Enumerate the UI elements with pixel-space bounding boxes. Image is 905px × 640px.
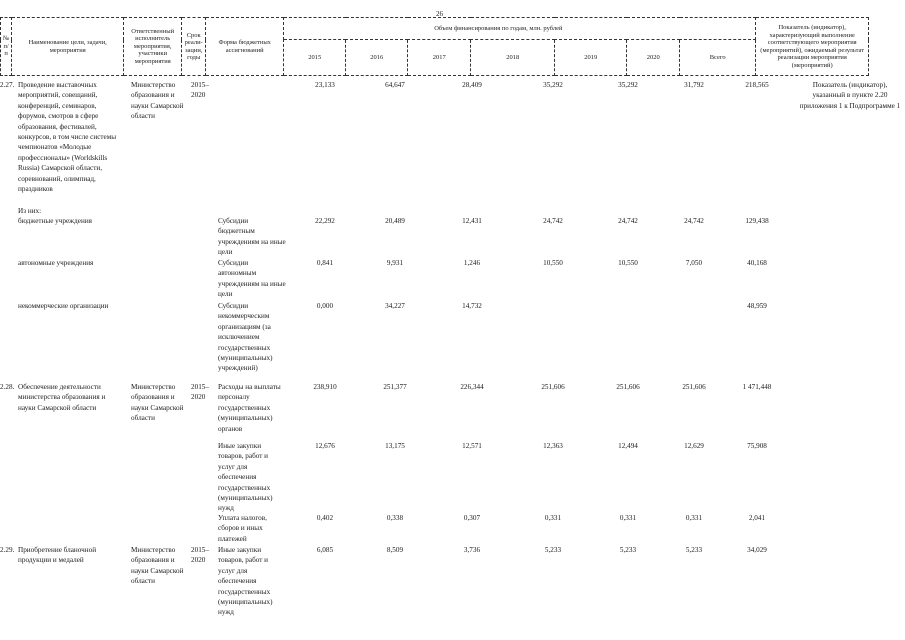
value-2020: 7,050 xyxy=(685,259,703,267)
value-total: 48,959 xyxy=(747,302,767,310)
value-2016: 20,489 xyxy=(385,217,405,225)
value-2020: 24,742 xyxy=(684,217,704,225)
header-name: Наименование цели, задачи, мероприятия xyxy=(12,18,124,76)
row-form: Иные закупки товаров, работ и услуг для обеспечения государственных (муниципальных) нужд xyxy=(218,546,273,617)
value-2016: 9,931 xyxy=(386,259,404,267)
row-form: Уплата налогов, сборов и иных платежей xyxy=(218,514,267,543)
value-2017: 12,431 xyxy=(462,217,482,225)
value-total: 34,029 xyxy=(747,546,767,554)
value-2015: 22,292 xyxy=(315,217,335,225)
value-2018: 0,331 xyxy=(544,514,562,522)
row-name: Приобретение бланочной продукции и медалей xyxy=(18,546,97,565)
row-form: Иные закупки товаров, работ и услуг для обеспечения государственных (муниципальных) нужд xyxy=(218,442,273,513)
row-form: Расходы на выплаты персоналу государственных (муниципальных) органов xyxy=(218,383,281,433)
value-2017: 3,736 xyxy=(463,546,481,554)
value-2019: 35,292 xyxy=(618,81,638,89)
header-year: 2020 xyxy=(627,40,680,76)
value-2020: 251,606 xyxy=(682,383,706,391)
value-2019: 12,494 xyxy=(618,442,638,450)
value-2016: 64,647 xyxy=(385,81,405,89)
value-2017: 226,344 xyxy=(460,383,484,391)
value-2018: 10,550 xyxy=(543,259,563,267)
value-2016: 0,338 xyxy=(386,514,404,522)
row-form: Субсидии бюджетным учреждениям на иные цели xyxy=(218,217,286,257)
row-form: Субсидии автономным учреждениям на иные цели xyxy=(218,259,286,299)
header-no: № п/п xyxy=(1,18,12,76)
value-2018: 24,742 xyxy=(543,217,563,225)
row-name: Проведение выставочных мероприятий, совещаний, конференций, семинаров, форумов, смотров в сфере образования, фестивалей, конкурсов, в том числе системы чемпионатов «Молодые профессионалы» (Worldskills Russia) Самарской области, соревнований, олимпиад, праздников xyxy=(18,81,117,194)
value-2015: 0,841 xyxy=(316,259,334,267)
row-name: некоммерческие организации xyxy=(18,302,109,310)
header-year: 2017 xyxy=(408,40,471,76)
value-2016: 251,377 xyxy=(383,383,407,391)
value-total: 40,168 xyxy=(747,259,767,267)
row-indicator: Показатель (индикатор), указанный в пункте 2.20 приложения 1 к Подпрограмме 1 xyxy=(799,81,901,110)
value-total: 1 471,448 xyxy=(742,383,772,391)
value-2019: 5,233 xyxy=(619,546,637,554)
value-total: 218,565 xyxy=(745,81,769,89)
row-term: 2015–2020 xyxy=(191,81,209,100)
row-term: 2015–2020 xyxy=(191,546,209,565)
value-2016: 8,509 xyxy=(386,546,404,554)
value-2015: 23,133 xyxy=(315,81,335,89)
page-number: 26 xyxy=(436,10,443,18)
row-executor: Министерство образования и науки Самарской области xyxy=(131,383,184,423)
value-2019: 0,331 xyxy=(619,514,637,522)
row-name: бюджетные учреждения xyxy=(18,217,92,225)
header-year: 2018 xyxy=(471,40,555,76)
header-term: Срок реали-зации, годы xyxy=(182,18,206,76)
row-executor: Министерство образования и науки Самарской области xyxy=(131,81,184,121)
value-2016: 13,175 xyxy=(385,442,405,450)
row-executor: Министерство образования и науки Самарской области xyxy=(131,546,184,586)
value-2020: 0,331 xyxy=(685,514,703,522)
header-total: Всего xyxy=(680,40,756,76)
header-form: Форма бюджетных ассигнований xyxy=(206,18,284,76)
row-form: Субсидии некоммерческим организациям (за исключением государственных (муниципальных) учреждений) xyxy=(218,302,273,373)
value-2018: 12,363 xyxy=(543,442,563,450)
value-2019: 251,606 xyxy=(616,383,640,391)
value-total: 2,041 xyxy=(748,514,766,522)
value-2017: 12,571 xyxy=(462,442,482,450)
header-year: 2016 xyxy=(346,40,408,76)
row-name: Из них: xyxy=(18,207,42,215)
value-2019: 24,742 xyxy=(618,217,638,225)
row-term: 2015–2020 xyxy=(191,383,209,402)
row-number: 2.28. xyxy=(0,383,15,391)
value-2020: 31,792 xyxy=(684,81,704,89)
header-year: 2015 xyxy=(284,40,346,76)
value-total: 129,438 xyxy=(745,217,769,225)
value-2015: 0,402 xyxy=(316,514,334,522)
header-finance: Объем финансирования по годам, млн. рублей xyxy=(284,18,756,40)
value-2015: 0,000 xyxy=(316,302,334,310)
header-executor: Ответственный исполнитель мероприятия, участники мероприятия xyxy=(124,18,182,76)
value-2019: 10,550 xyxy=(618,259,638,267)
row-number: 2.27. xyxy=(0,81,15,89)
value-2016: 34,227 xyxy=(385,302,405,310)
value-total: 75,908 xyxy=(747,442,767,450)
header-indicator: Показатель (индикатор), характеризующий выполнение соответствующего мероприятия (мероприятий), ожидаемый результат реализации мероприятия (мероприятий) xyxy=(756,18,869,76)
value-2017: 0,307 xyxy=(463,514,481,522)
value-2018: 251,606 xyxy=(541,383,565,391)
value-2017: 14,732 xyxy=(462,302,482,310)
value-2015: 6,085 xyxy=(316,546,334,554)
value-2015: 238,910 xyxy=(313,383,337,391)
value-2020: 12,629 xyxy=(684,442,704,450)
row-name: Обеспечение деятельности министерства образования и науки Самарской области xyxy=(18,383,106,412)
row-number: 2.29. xyxy=(0,546,15,554)
value-2017: 28,409 xyxy=(462,81,482,89)
header-year: 2019 xyxy=(555,40,627,76)
row-name: автономные учреждения xyxy=(18,259,94,267)
value-2015: 12,676 xyxy=(315,442,335,450)
value-2017: 1,246 xyxy=(463,259,481,267)
table-header xyxy=(0,17,869,76)
value-2020: 5,233 xyxy=(685,546,703,554)
value-2018: 35,292 xyxy=(543,81,563,89)
value-2018: 5,233 xyxy=(544,546,562,554)
